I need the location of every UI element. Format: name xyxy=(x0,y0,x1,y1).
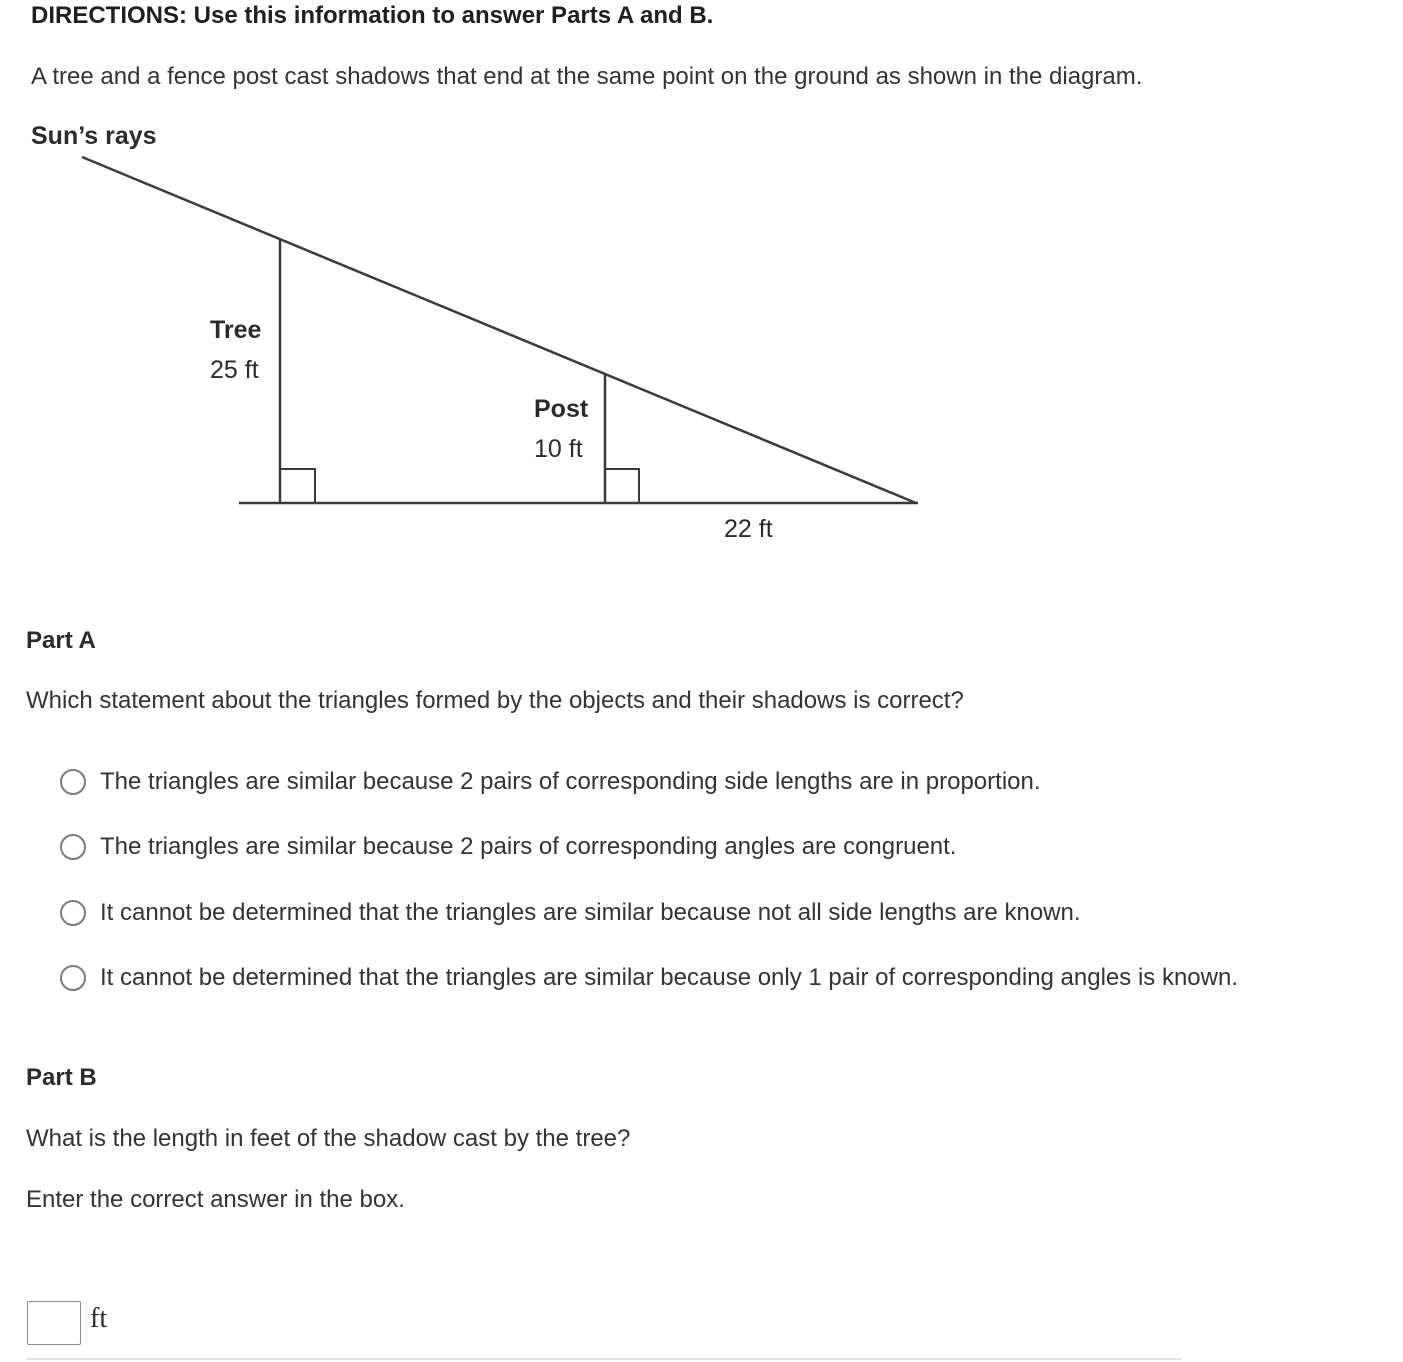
part-b-instruction: Enter the correct answer in the box. xyxy=(26,1186,405,1213)
radio-button[interactable] xyxy=(60,769,86,795)
choice-text: The triangles are similar because 2 pairs of corresponding angles are congruent. xyxy=(100,833,957,860)
directions-heading: DIRECTIONS: Use this information to answer Parts A and B. xyxy=(31,2,714,29)
part-a-question: Which statement about the triangles formed by the objects and their shadows is correct? xyxy=(26,687,964,714)
part-b-question: What is the length in feet of the shadow cast by the tree? xyxy=(26,1125,631,1152)
choice-text: It cannot be determined that the triangles are similar because only 1 pair of corresponding angles is known. xyxy=(100,964,1238,991)
radio-button[interactable] xyxy=(60,834,86,860)
sun-ray-line xyxy=(82,157,916,503)
tree-right-angle-marker xyxy=(280,469,315,503)
radio-button[interactable] xyxy=(60,965,86,991)
intro-text: A tree and a fence post cast shadows that end at the same point on the ground as shown in the diagram. xyxy=(31,63,1143,90)
part-a-heading: Part A xyxy=(26,627,96,654)
choice-option-4[interactable] xyxy=(60,964,1238,992)
post-shadow-label: 22 ft xyxy=(724,515,773,543)
part-b-heading: Part B xyxy=(26,1064,97,1091)
choice-option-1[interactable] xyxy=(60,768,1041,796)
post-right-angle-marker xyxy=(605,469,639,503)
tree-label: Tree xyxy=(210,316,262,344)
shadow-diagram xyxy=(0,0,1403,560)
sun-rays-label: Sun’s rays xyxy=(31,122,157,150)
post-label: Post xyxy=(534,395,589,423)
choice-text: It cannot be determined that the triangles are similar because not all side lengths are known. xyxy=(100,899,1081,926)
answer-input[interactable] xyxy=(27,1301,81,1345)
answer-unit-label: ft xyxy=(90,1303,108,1334)
post-height-label: 10 ft xyxy=(534,435,583,463)
choice-option-3[interactable] xyxy=(60,899,1081,927)
tree-height-label: 25 ft xyxy=(210,356,259,384)
radio-button[interactable] xyxy=(60,900,86,926)
bottom-divider xyxy=(27,1358,1182,1360)
choice-text: The triangles are similar because 2 pairs of corresponding side lengths are in proportion. xyxy=(100,768,1041,795)
choice-option-2[interactable] xyxy=(60,833,956,861)
